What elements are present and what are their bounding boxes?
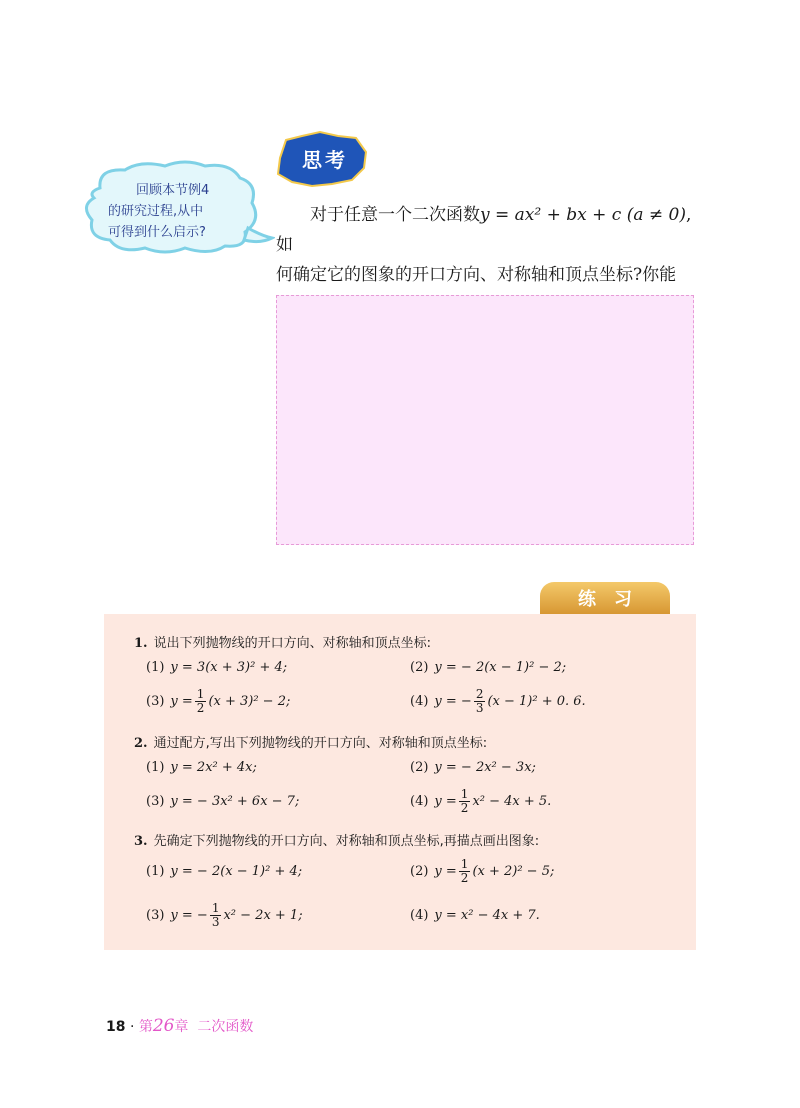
exercise-tab: 练习: [540, 582, 670, 614]
q3-item-2-denominator: 2: [460, 871, 469, 885]
answer-box[interactable]: [276, 295, 694, 545]
q1-item-4-denominator: 3: [475, 701, 484, 715]
q1-item-1-expr: y = 3(x + 3)² + 4;: [170, 660, 288, 675]
question-1-text: 说出下列抛物线的开口方向、对称轴和顶点坐标:: [153, 636, 431, 651]
think-text-pre: 对于任意一个二次函数: [310, 205, 480, 225]
q3-item-2-numerator: 1: [460, 857, 469, 871]
exercise-panel: [104, 614, 696, 950]
q1-item-3-post: (x + 3)² − 2;: [208, 694, 291, 709]
think-line-1: [276, 200, 701, 260]
q2-item-2-expr: y = − 2x² − 3x;: [434, 760, 536, 775]
q2-item-3: [146, 794, 299, 809]
q1-item-2-num: (2): [410, 660, 429, 675]
q2-item-4-post: x² − 4x + 5.: [472, 794, 552, 809]
q3-item-3-denominator: 3: [211, 915, 220, 929]
q3-item-1-expr: y = − 2(x − 1)² + 4;: [170, 864, 303, 879]
hint-line-2: 的研究过程,从中: [108, 204, 204, 219]
q3-item-3-fraction: [210, 902, 222, 929]
q3-item-2-post: (x + 2)² − 5;: [472, 864, 555, 879]
hint-text: [108, 180, 238, 243]
question-1-number: 1.: [134, 636, 148, 651]
chapter-title: 二次函数: [197, 1019, 254, 1035]
q1-item-3-num: (3): [146, 694, 165, 709]
think-label: 思考: [302, 148, 348, 172]
q3-item-2-pre: y =: [434, 864, 457, 879]
q3-item-2-num: (2): [410, 864, 429, 879]
question-2-title: [134, 732, 487, 751]
q2-item-4-pre: y =: [434, 794, 457, 809]
question-3-number: 3.: [134, 834, 148, 849]
q1-item-3-denominator: 2: [196, 701, 205, 715]
q2-item-2-num: (2): [410, 760, 429, 775]
question-2-text: 通过配方,写出下列抛物线的开口方向、对称轴和顶点坐标:: [153, 736, 488, 751]
q1-item-1-num: (1): [146, 660, 165, 675]
q1-item-2-expr: y = − 2(x − 1)² − 2;: [434, 660, 567, 675]
question-3-text: 先确定下列抛物线的开口方向、对称轴和顶点坐标,再描点画出图象:: [153, 834, 540, 849]
q2-item-4-denominator: 2: [460, 801, 469, 815]
q1-item-4-post: (x − 1)² + 0. 6.: [487, 694, 586, 709]
q3-item-3-pre: y = −: [170, 908, 208, 923]
q2-item-2: [410, 760, 536, 775]
q3-item-4-num: (4): [410, 908, 429, 923]
page-footer: [106, 1016, 253, 1036]
question-3-title: [134, 830, 539, 849]
q2-item-3-num: (3): [146, 794, 165, 809]
hint-line-3: 可得到什么启示?: [108, 225, 206, 240]
q2-item-4-num: (4): [410, 794, 429, 809]
q1-item-1: [146, 660, 287, 675]
q1-item-3-pre: y =: [170, 694, 193, 709]
chapter-prefix: 第: [138, 1019, 153, 1035]
q1-item-4-pre: y = −: [434, 694, 472, 709]
q2-item-1: [146, 760, 257, 775]
q3-item-3: [146, 902, 303, 929]
q2-item-4-numerator: 1: [460, 787, 469, 801]
q1-item-3-numerator: 1: [196, 687, 205, 701]
chapter-suffix: 章: [174, 1019, 189, 1035]
hint-line-1: 回顾本节例4: [136, 183, 210, 198]
q1-item-3-fraction: [195, 688, 207, 715]
q2-item-4-fraction: [459, 788, 471, 815]
chapter-number: 26: [152, 1016, 175, 1036]
think-badge: [272, 130, 372, 188]
q1-item-4-num: (4): [410, 694, 429, 709]
footer-dot: ·: [129, 1019, 135, 1035]
q3-item-1-num: (1): [146, 864, 165, 879]
q3-item-3-num: (3): [146, 908, 165, 923]
think-text-post: ,如: [276, 205, 692, 255]
q2-item-1-expr: y = 2x² + 4x;: [170, 760, 257, 775]
q2-item-4: [410, 788, 551, 815]
question-2-number: 2.: [134, 736, 148, 751]
q3-item-4-expr: y = x² − 4x + 7.: [434, 908, 540, 923]
q3-item-2-fraction: [459, 858, 471, 885]
think-line-2: 何确定它的图象的开口方向、对称轴和顶点坐标?你能: [276, 265, 677, 285]
q1-item-4: [410, 688, 586, 715]
q3-item-1: [146, 864, 302, 879]
q3-item-4: [410, 908, 540, 923]
q1-item-3: [146, 688, 290, 715]
q3-item-3-numerator: 1: [211, 901, 220, 915]
think-formula: y = ax² + bx + c (a ≠ 0): [480, 205, 686, 225]
q2-item-1-num: (1): [146, 760, 165, 775]
question-1-title: [134, 632, 431, 651]
q3-item-3-post: x² − 2x + 1;: [223, 908, 303, 923]
q2-item-3-expr: y = − 3x² + 6x − 7;: [170, 794, 300, 809]
q1-item-4-fraction: [474, 688, 486, 715]
q1-item-4-numerator: 2: [475, 687, 484, 701]
q1-item-2: [410, 660, 566, 675]
q3-item-2: [410, 858, 554, 885]
hint-cloud: [80, 158, 275, 258]
page-number: 18: [106, 1019, 126, 1035]
